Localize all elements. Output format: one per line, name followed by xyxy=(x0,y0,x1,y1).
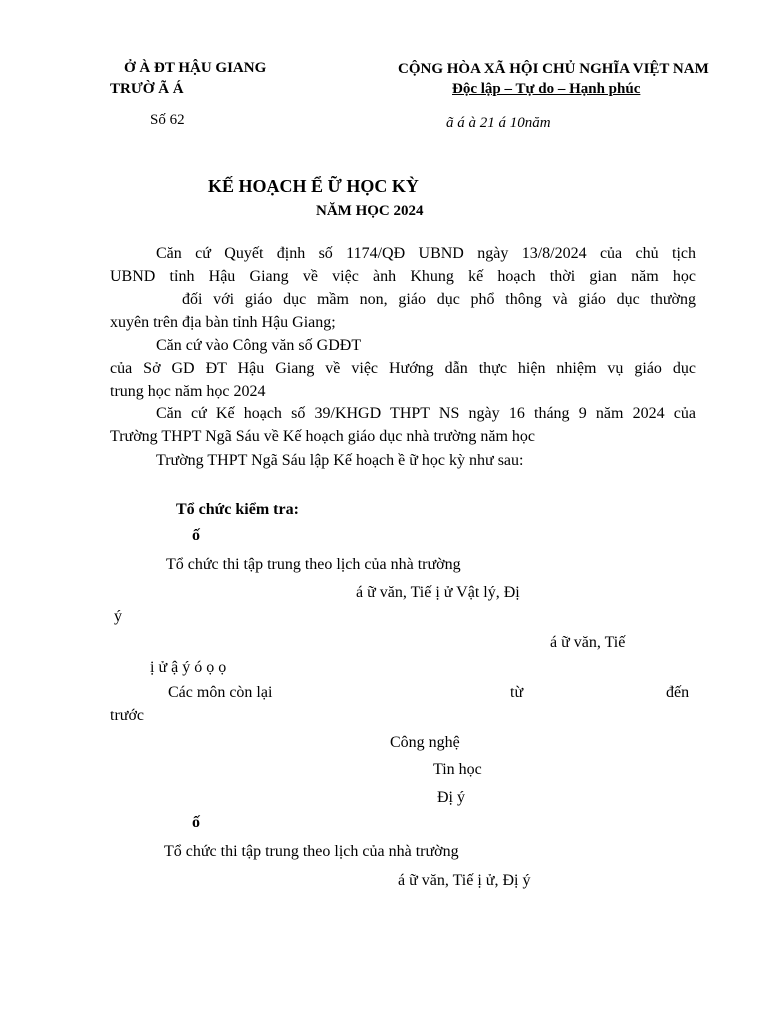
issuing-agency: Ở À ĐT HẬU GIANG xyxy=(124,60,267,76)
basis-paragraph-1-line-4: xuyên trên địa bàn tỉnh Hậu Giang; xyxy=(110,314,336,331)
plan-intro: Trường THPT Ngã Sáu lập Kế hoạch ề ữ học kỳ như sau: xyxy=(156,452,524,469)
basis-paragraph-2-line-2: của Sở GD ĐT Hậu Giang về việc Hướng dẫn thực hiện nhiệm vụ giáo dục xyxy=(110,360,696,377)
basis-paragraph-3-line-2: Trường THPT Ngã Sáu về Kế hoạch giáo dục nhà trường năm học xyxy=(110,428,536,445)
subject-informatics: Tin học xyxy=(433,761,482,778)
subsection-1-subjects-b-cont: ị ử ậ ý ó ọ ọ xyxy=(150,659,227,676)
subsection-1-other-subjects: Các môn còn lại xyxy=(168,684,273,701)
subject-geography: Đị ý xyxy=(437,789,465,806)
school-name: TRƯỜ Ã Á xyxy=(110,81,184,97)
subsection-1-arrangement: Tổ chức thi tập trung theo lịch của nhà trường xyxy=(166,556,461,573)
subject-technology: Công nghệ xyxy=(390,734,460,751)
basis-paragraph-1-line-2: UBND tỉnh Hậu Giang về việc ành Khung kế hoạch thời gian năm học xyxy=(110,268,696,285)
subsection-1-subjects-a: á ữ văn, Tiế ị ử Vật lý, Đị xyxy=(356,584,520,601)
basis-paragraph-2-line-1: Căn cứ vào Công văn số GDĐT xyxy=(156,337,362,354)
subsection-1-subjects-a-cont: ý xyxy=(114,608,122,625)
national-title: CỘNG HÒA XÃ HỘI CHỦ NGHĨA VIỆT NAM xyxy=(398,61,709,77)
subsection-2-subjects: á ữ văn, Tiế ị ử, Đị ý xyxy=(398,872,531,889)
subsection-2-arrangement: Tổ chức thi tập trung theo lịch của nhà trường xyxy=(164,843,459,860)
national-motto: Độc lập – Tự do – Hạnh phúc xyxy=(452,81,641,97)
basis-paragraph-1-line-3: đối với giáo dục mầm non, giáo dục phổ thông và giáo dục thường xyxy=(182,291,696,308)
subsection-1-before: trước xyxy=(110,707,145,724)
document-number: Số 62 xyxy=(150,112,185,128)
basis-paragraph-1-line-1: Căn cứ Quyết định số 1174/QĐ UBND ngày 13/8/2024 của chủ tịch xyxy=(156,245,696,262)
subsection-1-marker: ố xyxy=(192,527,200,544)
section-heading: Tổ chức kiểm tra: xyxy=(176,501,299,518)
basis-paragraph-3-line-1: Căn cứ Kế hoạch số 39/KHGD THPT NS ngày 16 tháng 9 năm 2024 của xyxy=(156,405,696,422)
subsection-2-marker: ố xyxy=(192,814,200,831)
basis-paragraph-2-line-3: trung học năm học 2024 xyxy=(110,383,266,400)
subsection-1-subjects-b: á ữ văn, Tiế xyxy=(550,634,626,651)
subsection-1-from: từ xyxy=(510,684,524,701)
document-date: ã á à 21 á 10năm xyxy=(446,115,551,131)
school-year: NĂM HỌC 2024 xyxy=(316,203,424,219)
document-title: KẾ HOẠCH Ể Ữ HỌC KỲ xyxy=(208,176,419,196)
subsection-1-to: đến xyxy=(666,684,690,701)
